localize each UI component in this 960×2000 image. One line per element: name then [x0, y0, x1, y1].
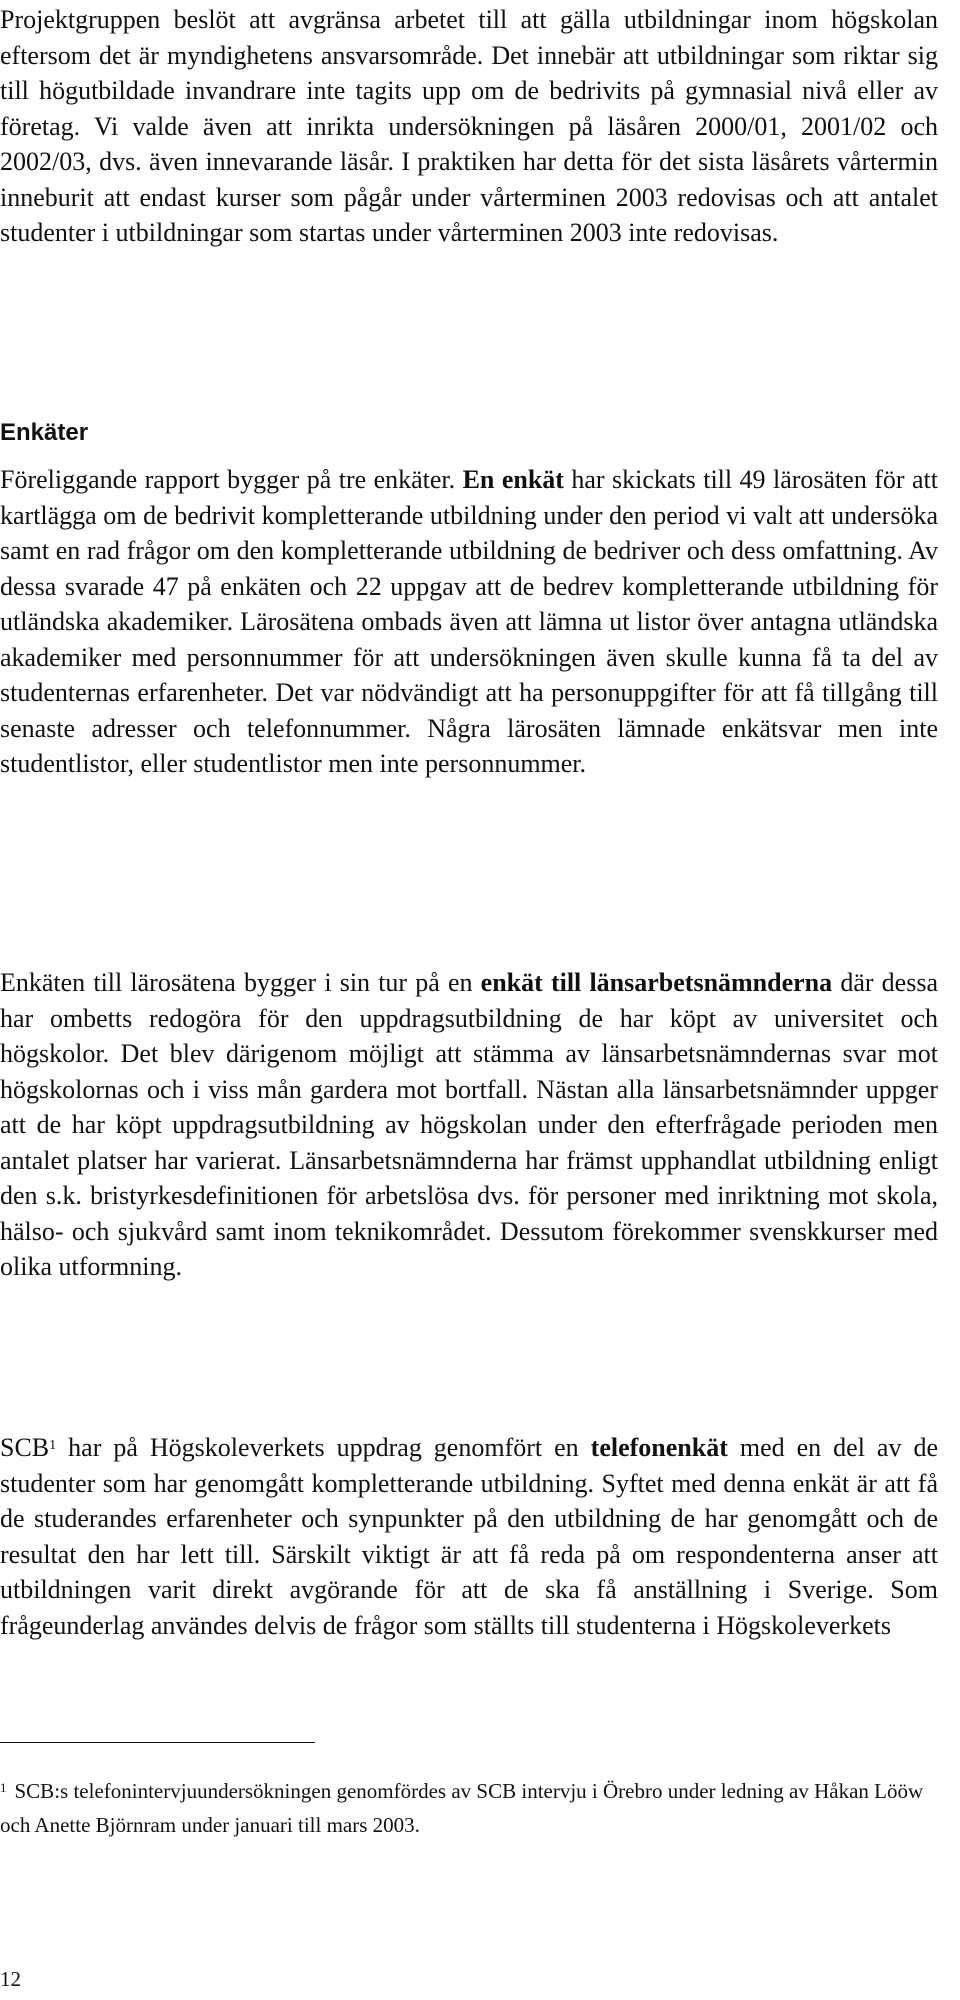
footnote-reference[interactable]: 1 — [49, 1438, 57, 1453]
body-paragraph-scope: Projektgruppen beslöt att avgränsa arbetet till att gälla utbildningar inom högskolan eftersom det är myndighetens ansvarsområde. Det innebär att utbildningar som riktar sig till högutbildade invandrare inte tagits upp om de bedrivits på gymnasial nivå eller av företag. Vi valde även att inrikta undersökningen på läsåren 2000/01, 2001/02 och 2002/03, dvs. även innevarande läsår. I praktiken har detta för det sista läsårets vårtermin inneburit att endast kurser som pågår under vårterminen 2003 redovisas och att antalet studenter i utbildningar som startas under vårterminen 2003 inte redovisas. — [0, 5, 938, 247]
bold-term-lansarbetsnamnderna: enkät till länsarbetsnämnderna — [480, 968, 833, 997]
bold-term-telefonenkat: telefonenkät — [590, 1433, 728, 1462]
body-paragraph-labor-boards — [0, 965, 938, 1285]
body-paragraph-surveys — [0, 462, 938, 782]
bold-term-en-enkat: En enkät — [462, 465, 564, 494]
page-number: 12 — [0, 1967, 21, 1991]
paragraph-text: SCB — [0, 1433, 50, 1462]
body-paragraph-phone-survey — [0, 1430, 938, 1643]
paragraph-text: med en del av de studenter som har genomgått kompletterande utbildning. Syftet med denna enkät är att få de studerandes erfarenheter och synpunkter på den utbildning de har genomgått och de resultat den har lett till. Särskilt viktigt är att få reda på om respondenterna anser att utbildningen varit direkt avgörande för att de ska få anställning i Sverige. Som frågeunderlag användes delvis de frågor som ställts till studenterna i Högskoleverkets — [0, 1433, 938, 1640]
footnote-text: SCB:s telefonintervjuundersökningen genomfördes av SCB intervju i Örebro under ledning av Håkan Lööw och Anette Björnram under januari till mars 2003. — [0, 1779, 924, 1837]
footnote-divider — [0, 1742, 315, 1743]
paragraph-text: har på Högskoleverkets uppdrag genomfört en — [56, 1433, 591, 1462]
paragraph-text: Föreliggande rapport bygger på tre enkäter. — [0, 465, 463, 494]
footnote — [0, 1774, 938, 1842]
paragraph-text: där dessa har ombetts redogöra för den uppdragsutbildning de har köpt av universitet och högskolor. Det blev därigenom möjligt att stämma av länsarbetsnämndernas svar mot högskolornas och i viss mån gardera mot bortfall. Nästan alla länsarbetsnämnder uppger att de har köpt uppdragsutbildning av högskolan under den efterfrågade perioden men antalet platser har varierat. Länsarbetsnämnderna har främst upphandlat utbildning enligt den s.k. bristyrkesdefinitionen för arbetslösa dvs. för personer med inriktning mot skola, hälso- och sjukvård samt inom teknikområdet. Dessutom förekommer svenskkurser med olika utformning. — [0, 968, 938, 1281]
paragraph-text: har skickats till 49 lärosäten för att kartlägga om de bedrivit kompletterande utbildning under den period vi valt att undersöka samt en rad frågor om den kompletterande utbildning de bedriver och dess omfattning. Av dessa svarade 47 på enkäten och 22 uppgav att de bedrev kompletterande utbildning för utländska akademiker. Lärosätena ombads även att lämna ut listor över antagna utländska akademiker med personnummer för att undersökningen även skulle kunna få ta del av studenternas erfarenheter. Det var nödvändigt att ha personuppgifter för att få tillgång till senaste adresser och telefonnummer. Några lärosäten lämnade enkätsvar men inte studentlistor, eller studentlistor men inte personnummer. — [0, 465, 938, 778]
footnote-marker: 1 — [0, 1780, 7, 1795]
paragraph-text: Enkäten till lärosätena bygger i sin tur på en — [0, 968, 481, 997]
section-heading-enkater: Enkäter — [0, 419, 89, 446]
